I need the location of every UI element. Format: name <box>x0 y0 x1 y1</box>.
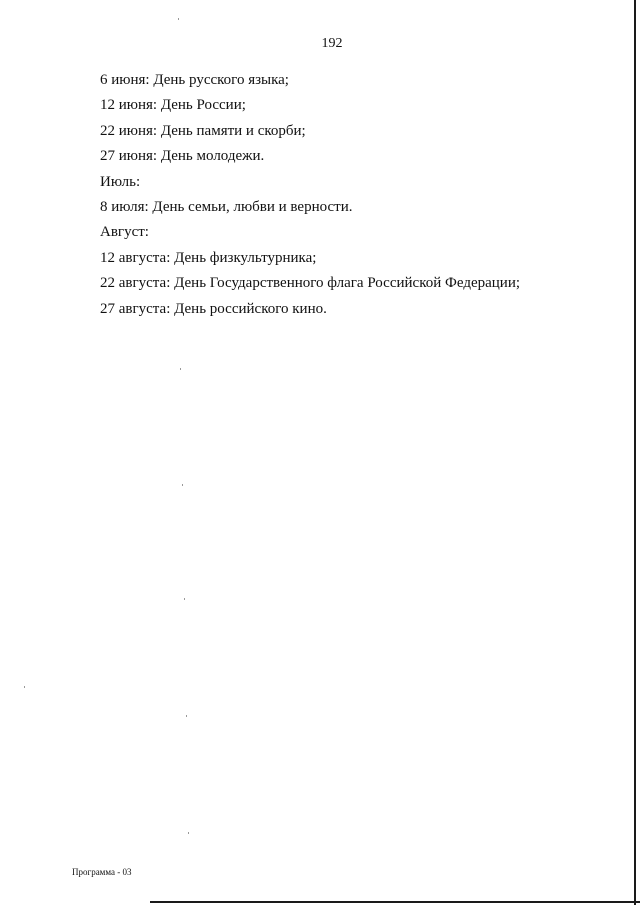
scan-speck <box>180 368 181 370</box>
list-item: 12 июня: День России; <box>100 97 246 114</box>
list-item: 27 июня: День молодежи. <box>100 148 265 165</box>
scan-speck <box>188 832 189 834</box>
month-heading: Август: <box>100 224 149 241</box>
scan-speck <box>178 18 179 20</box>
list-item: 22 июня: День памяти и скорби; <box>100 122 306 139</box>
scan-speck <box>184 598 185 600</box>
list-item: 27 августа: День российского кино. <box>100 300 327 317</box>
scan-speck <box>186 715 187 717</box>
list-item: 12 августа: День физкультурника; <box>100 249 317 266</box>
date-list <box>100 68 520 322</box>
list-item: 6 июня: День русского языка; <box>100 72 289 88</box>
scan-edge-bottom <box>150 901 640 903</box>
scan-speck <box>24 686 25 688</box>
list-item: 8 июля: День семьи, любви и верности. <box>100 198 353 215</box>
footer-label: Программа - 03 <box>72 867 132 877</box>
scan-edge-right <box>634 0 636 905</box>
scan-speck <box>182 484 183 486</box>
list-item: 22 августа: День Государственного флага Российской Федерации; <box>100 275 521 292</box>
page-number: 192 <box>321 36 343 51</box>
month-heading: Июль: <box>100 173 141 190</box>
